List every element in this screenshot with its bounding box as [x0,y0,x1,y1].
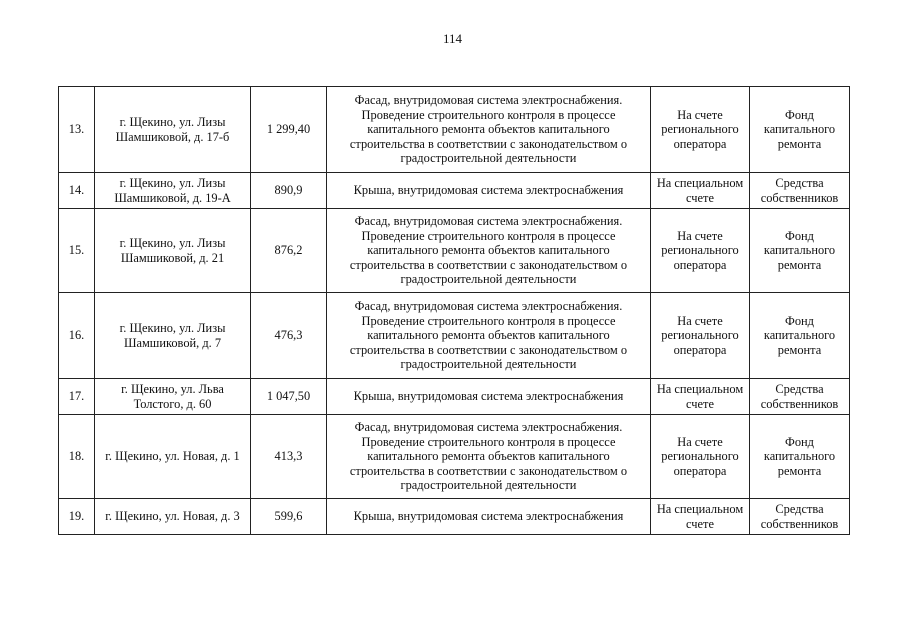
repair-program-table [58,86,850,535]
row-number: 13. [59,87,95,173]
table-row [59,293,850,379]
area-cell: 476,3 [251,293,327,379]
table-row [59,379,850,415]
row-number: 16. [59,293,95,379]
funding-source-cell: Фонд капитального ремонта [750,293,850,379]
account-cell: На счете регионального оператора [651,293,750,379]
funding-source-cell: Средства собственников [750,499,850,535]
address-cell: г. Щекино, ул. Лизы Шамшиковой, д. 21 [95,209,251,293]
table-row [59,87,850,173]
row-number: 18. [59,415,95,499]
area-cell: 413,3 [251,415,327,499]
funding-source-cell: Фонд капитального ремонта [750,209,850,293]
works-cell: Фасад, внутридомовая система электроснабжения. Проведение строительного контроля в процессе капитального ремонта объектов капитального строительства в соответствии с законодательством о градостроительной деятельности [327,293,651,379]
works-cell: Фасад, внутридомовая система электроснабжения. Проведение строительного контроля в процессе капитального ремонта объектов капитального строительства в соответствии с законодательством о градостроительной деятельности [327,209,651,293]
address-cell: г. Щекино, ул. Новая, д. 1 [95,415,251,499]
account-cell: На счете регионального оператора [651,415,750,499]
works-cell: Фасад, внутридомовая система электроснабжения. Проведение строительного контроля в процессе капитального ремонта объектов капитального строительства в соответствии с законодательством о градостроительной деятельности [327,87,651,173]
account-cell: На специальном счете [651,173,750,209]
works-cell: Крыша, внутридомовая система электроснабжения [327,499,651,535]
area-cell: 1 299,40 [251,87,327,173]
works-cell: Крыша, внутридомовая система электроснабжения [327,173,651,209]
area-cell: 1 047,50 [251,379,327,415]
account-cell: На специальном счете [651,499,750,535]
table-row [59,209,850,293]
account-cell: На специальном счете [651,379,750,415]
funding-source-cell: Средства собственников [750,379,850,415]
row-number: 15. [59,209,95,293]
area-cell: 876,2 [251,209,327,293]
row-number: 19. [59,499,95,535]
table-row [59,173,850,209]
row-number: 14. [59,173,95,209]
works-cell: Фасад, внутридомовая система электроснабжения. Проведение строительного контроля в процессе капитального ремонта объектов капитального строительства в соответствии с законодательством о градостроительной деятельности [327,415,651,499]
funding-source-cell: Фонд капитального ремонта [750,87,850,173]
funding-source-cell: Фонд капитального ремонта [750,415,850,499]
address-cell: г. Щекино, ул. Льва Толстого, д. 60 [95,379,251,415]
page-number: 114 [442,31,463,46]
works-cell: Крыша, внутридомовая система электроснабжения [327,379,651,415]
address-cell: г. Щекино, ул. Лизы Шамшиковой, д. 17-б [95,87,251,173]
funding-source-cell: Средства собственников [750,173,850,209]
address-cell: г. Щекино, ул. Лизы Шамшиковой, д. 19-А [95,173,251,209]
address-cell: г. Щекино, ул. Лизы Шамшиковой, д. 7 [95,293,251,379]
account-cell: На счете регионального оператора [651,209,750,293]
row-number: 17. [59,379,95,415]
account-cell: На счете регионального оператора [651,87,750,173]
table-row [59,499,850,535]
area-cell: 890,9 [251,173,327,209]
table-row [59,415,850,499]
area-cell: 599,6 [251,499,327,535]
address-cell: г. Щекино, ул. Новая, д. 3 [95,499,251,535]
